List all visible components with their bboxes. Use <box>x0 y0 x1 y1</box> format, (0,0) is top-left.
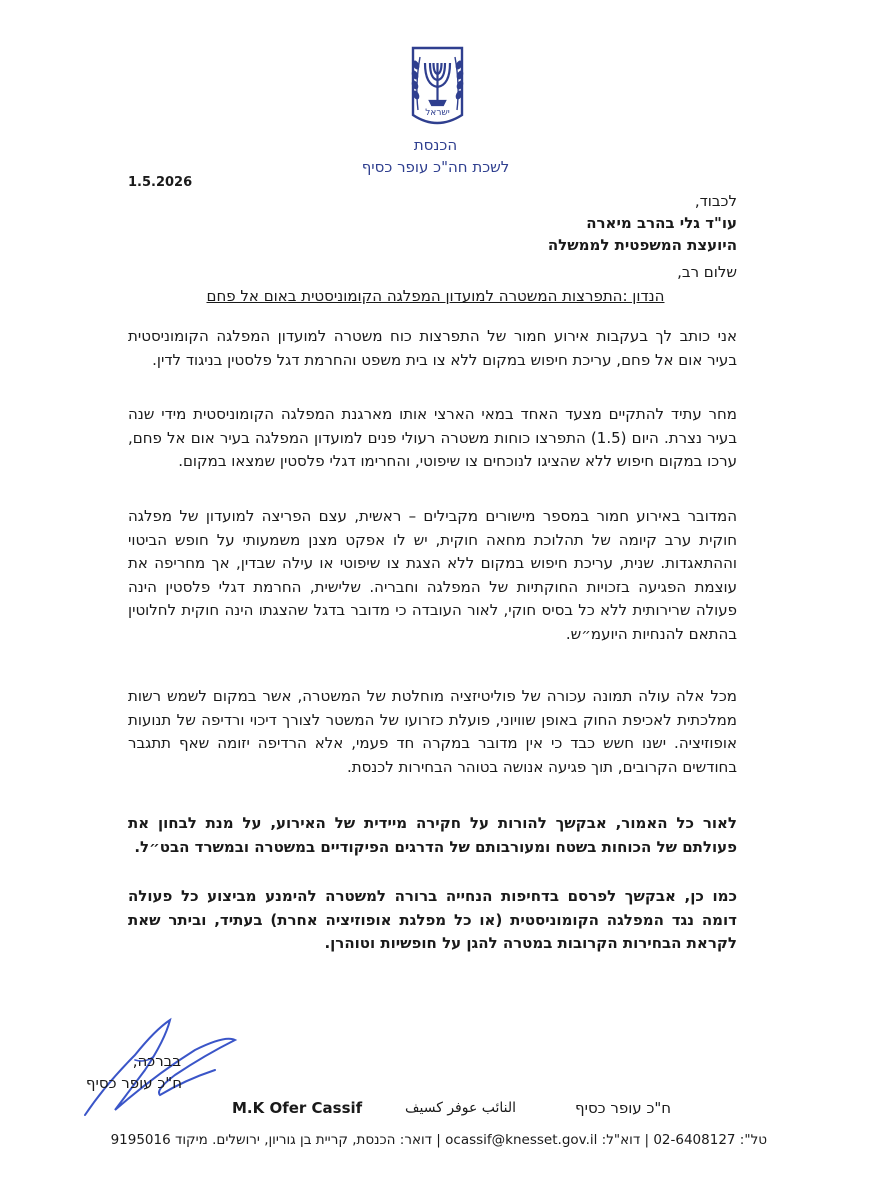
closing-regards: בברכה, <box>132 1052 181 1070</box>
body-paragraph-6: כמו כן, אבקשך לפרסם בדחיפות הנחייה ברורה למשטרה להימנע מביצוע כל פעולה דומה נגד המפלגה הקומוניסטית (או כל מפלגת אופוזיציה אחרת) בעתיד, וביתר שאת לקראת הבחירות הקרובות במטרה להגן על חופשיות וטוהרן. <box>128 887 737 952</box>
recipient-name: עו"ד גלי בהרב מיארה <box>586 214 737 232</box>
footer-contact: טל": 02-6408127 | דוא"ל: ocassif@knesset.gov.il | דואר: הכנסת, קריית בן גוריון, ירושלים. מיקוד 9195016 <box>110 1132 767 1148</box>
body-paragraph-3: המדובר באירוע חמור במספר מישורים מקבילים – ראשית, עצם הפריצה למועדון של מפלגה חוקית ערב קיומה של תהלוכת מחאה חוקית, יש לו אפקט מצנן משמעותי על חופש הביטוי וההתאגדות. שנית, עריכת חיפוש במקום ללא הצגת צו שיפוטי או עילה שבדין, אך מחריפה את עוצמת הפגיעה בזכויות החוקתיות של המפלגה וחבריה. שלישית, החרמת דגלי פלסטין הינה פעולה שרירותית ללא כל בסיס חוקי, לאור העובדה כי מדובר בדגל שהצגתו הינה חוקית לחלוטין בהתאם להנחיות היועמ״ש. <box>128 507 737 643</box>
letter-date: 1.5.2026 <box>128 175 193 190</box>
svg-text:ישראל: ישראל <box>425 108 450 118</box>
org-name: הכנסת <box>413 136 458 154</box>
subject-text: הנדון :התפרצות המשטרה למועדון המפלגה הקומוניסטית באום אל פחם <box>206 287 665 305</box>
recipient-title: היועצת המשפטית לממשלה <box>547 236 737 254</box>
recipient-salutation: לכבוד, <box>694 192 737 210</box>
handwritten-signature-icon <box>75 1015 245 1125</box>
office-name: לשכת חה"כ עופר כסיף <box>361 158 510 176</box>
greeting: שלום רב, <box>677 263 737 281</box>
body-paragraph-2: מחר עתיד להתקיים מצעד האחד במאי הארצי אותו מארגנת המפלגה הקומוניסטית מידי שנה בעיר נצרת. היום (1.5) התפרצו כוחות משטרה רעולי פנים למועדון המפלגה בעיר אום אל פחם, ערכו במקום חיפוש ללא שהציגו לנוכחים צו שיפוטי, והחרימו דגלי פלסטין שמצאו במקום. <box>128 405 737 470</box>
closing-signer: ח"כ עופר כסיף <box>85 1074 182 1092</box>
signature-name-english: M.K Ofer Cassif <box>232 1099 363 1117</box>
signature-name-hebrew: ח"כ עופר כסיף <box>575 1099 672 1117</box>
body-paragraph-5: לאור כל האמור, אבקשך להורות על חקירה מיידית של האירוע, על מנת לבחון את פעולתם של הכוחות בשטח ומעורבותם של הדרגים הפיקודיים במשטרה ובמשרד הבט״ל. <box>128 814 737 856</box>
body-paragraph-1: אני כותב לך בעקבות אירוע חמור של התפרצות כוח משטרה למועדון המפלגה הקומוניסטית בעיר אום אל פחם, עריכת חיפוש במקום ללא צו בית משפט והחרמת דגל פלסטין בניגוד לדין. <box>128 327 737 369</box>
body-paragraph-4: מכל אלה עולה תמונה עכורה של פוליטיזציה מוחלטת של המשטרה, אשר במקום לשמש רשות ממלכתית לאכיפת החוק באופן שוויוני, פועלת כזרועו של המשטר לצורך דיכוי ורדיפה של תנועות אופוזיציה. ישנו חשש כבד כי אין מדובר במקרה חד פעמי, אלא הרדיפה יזומה שאף תתגבר בחודשים הקרובים, תוך פגיעה אנושה בטוהר הבחירות לכנסת. <box>128 687 737 776</box>
signature-name-arabic: النائب عوفر كسيف <box>405 1100 517 1116</box>
subject-line <box>0 287 871 305</box>
menorah-emblem-icon <box>385 45 490 135</box>
